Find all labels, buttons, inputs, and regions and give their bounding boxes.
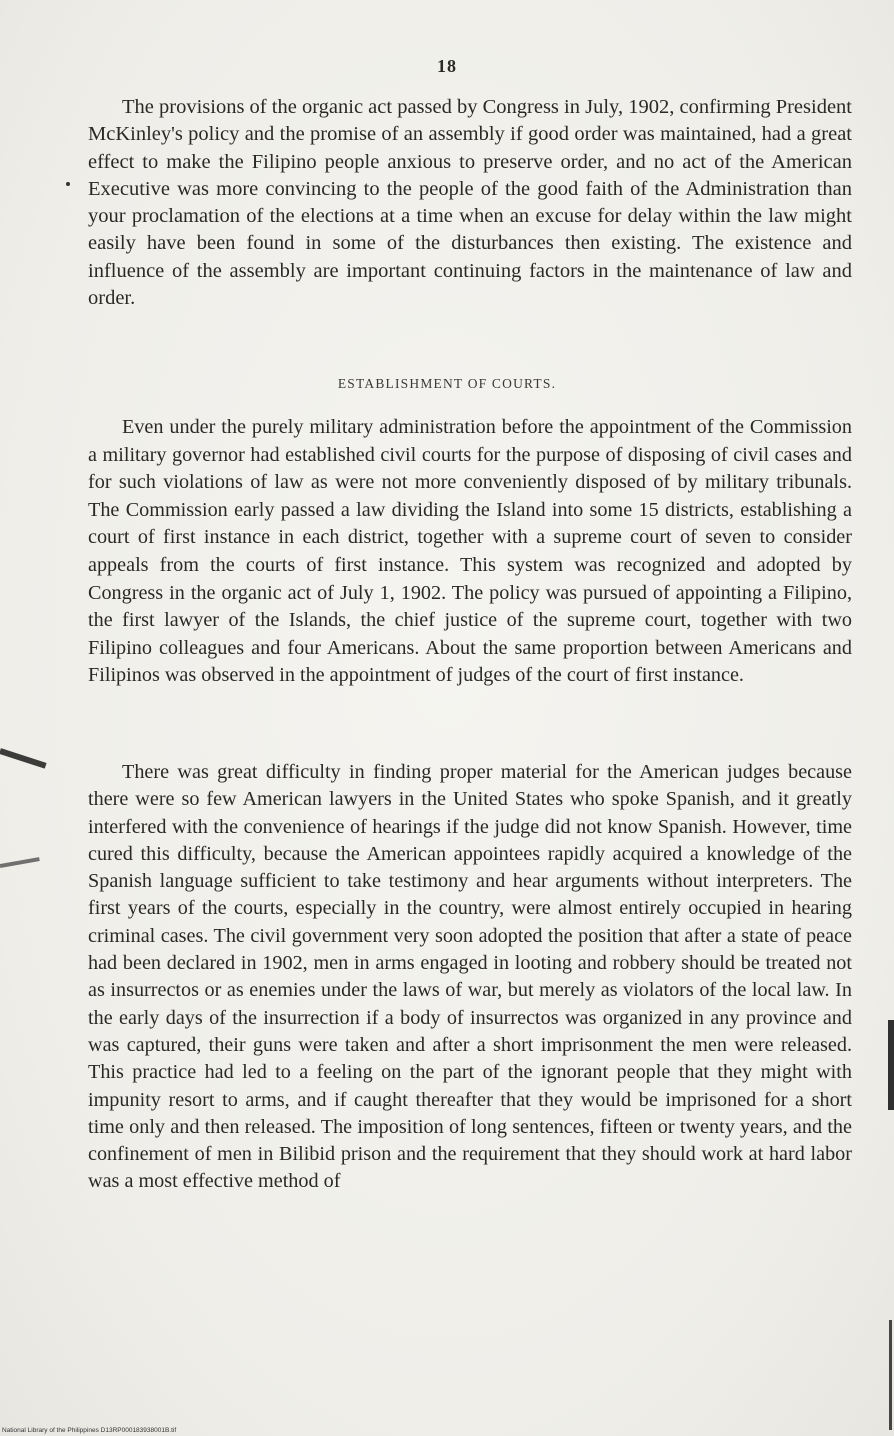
- section-heading: ESTABLISHMENT OF COURTS.: [337, 376, 557, 391]
- paragraph-american-judges: There was great difficulty in finding proper material for the American judges because there were so few American lawyers in the United States who spoke Spanish, and it greatly interfered with the convenience of hearings if the judge did not know Spanish. However, time cured this difficulty, because the American appointees rapidly acquired a knowledge of the Spanish language sufficient to take testimony and hear arguments without interpreters. The first years of the courts, especially in the country, were almost entirely occupied in hearing criminal cases. The civil government very soon adopted the position that after a state of peace had been declared in 1902, men in arms engaged in looting and robbery should be treated not as insurrectos or as enemies under the laws of war, but merely as violators of the local law. In the early days of the insurrection if a body of insurrectos was organized in any province and was captured, their guns were taken and after a short imprisonment the men were released. This practice had led to a feeling on the part of the ignorant people that they might with impunity resort to arms, and if caught thereafter that they would be imprisoned for a short time only and then released. The imposition of long sentences, fifteen or twenty years, and the confinement of men in Bilibid prison and the requirement that they should work at hard labor was a most effective method of: [88, 761, 852, 1193]
- page-number: 18: [437, 56, 457, 76]
- scan-edge-mark: [888, 1020, 894, 1110]
- footer-credit: National Library of the Philippines D13RP000183938001B.tif: [2, 1427, 177, 1434]
- paragraph-organic-act: The provisions of the organic act passed by Congress in July, 1902, confirming President McKinley's policy and the promise of an assembly if good order was maintained, had a great effect to make the Filipino people anxious to preserve order, and no act of the American Executive was more convincing to the people of the good faith of the Administration than your proclamation of the elections at a time when an excuse for delay within the law might easily have been found in some of the disturbances then existing. The existence and influence of the assembly are important continuing factors in the maintenance of law and order.: [88, 96, 852, 310]
- ink-speck: [66, 182, 70, 186]
- scan-edge-mark: [0, 748, 47, 769]
- paragraph-block-1: [88, 94, 852, 312]
- paragraph-block-2: [88, 414, 852, 690]
- paragraph-military-administration: Even under the purely military administration before the appointment of the Commission a military governor had established civil courts for the purpose of disposing of civil cases and for such violations of law as were not more conveniently disposed of by military tribunals. The Commission early passed a law dividing the Island into some 15 districts, establishing a court of first instance in each district, together with a supreme court of seven to consider appeals from the courts of first instance. This system was recognized and adopted by Congress in the organic act of July 1, 1902. The policy was pursued of appointing a Filipino, the first lawyer of the Islands, the chief justice of the supreme court, together with two Filipino colleagues and four Americans. About the same proportion between Americans and Filipinos was observed in the appointment of judges of the court of first instance.: [88, 416, 852, 687]
- scan-edge-mark: [889, 1320, 892, 1430]
- paragraph-block-3: [88, 759, 852, 1196]
- scan-edge-mark: [0, 857, 40, 868]
